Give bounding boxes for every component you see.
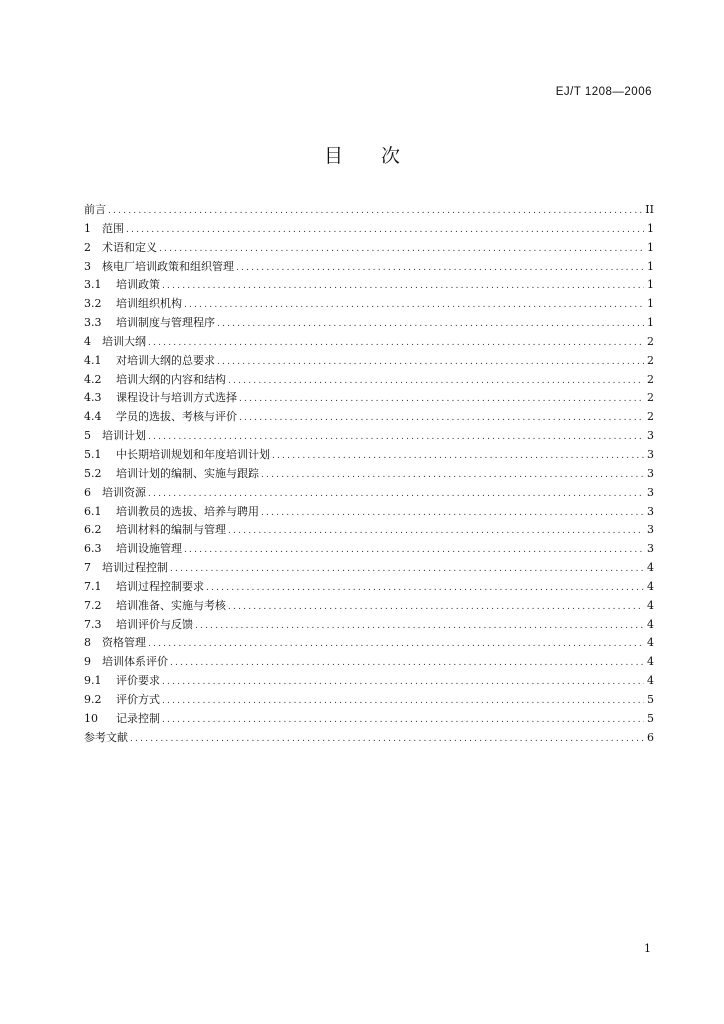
dot-leader [170, 654, 644, 673]
toc-entry[interactable] [84, 220, 654, 239]
toc-entry-number: 3.2 [84, 297, 102, 311]
toc-entry-label: 课程设计与培训方式选择 [116, 391, 237, 405]
dot-leader [184, 296, 644, 315]
toc-entry-number: 9 [84, 655, 91, 669]
toc-entry-label: 培训大纲的内容和结构 [116, 372, 226, 386]
dot-leader [239, 390, 644, 409]
dot-leader [162, 277, 644, 296]
toc-entry-page: 1 [647, 259, 654, 273]
toc-entry-number: 1 [84, 221, 91, 235]
toc-entry[interactable] [84, 465, 654, 484]
toc-entry-label: 培训准备、实施与考核 [116, 598, 226, 612]
toc-entry[interactable] [84, 597, 654, 616]
toc-entry-label: 培训大纲 [102, 334, 146, 348]
toc-entry[interactable] [84, 729, 654, 748]
toc-entry-page: 3 [647, 429, 654, 443]
toc-entry[interactable] [84, 258, 654, 277]
toc-entry-label: 培训组织机构 [116, 297, 182, 311]
toc-entry-number: 10 [84, 711, 98, 725]
page-number: 1 [644, 942, 651, 955]
dot-leader [217, 315, 644, 334]
toc-entry-page: 2 [647, 391, 654, 405]
toc-entry-label: 培训教员的选拔、培养与聘用 [116, 504, 259, 518]
toc-entry-label: 培训设施管理 [116, 542, 182, 556]
toc-entry-page: 4 [647, 636, 654, 650]
toc-entry-number: 5.1 [84, 447, 102, 461]
toc-entry-page: 1 [647, 278, 654, 292]
toc-entry-page: 1 [647, 221, 654, 235]
toc-entry-label: 培训政策 [116, 278, 160, 292]
toc-entry-number: 5.2 [84, 466, 102, 480]
dot-leader [170, 560, 644, 579]
dot-leader [162, 692, 644, 711]
dot-leader [272, 447, 644, 466]
toc-entry-number: 3.3 [84, 316, 102, 330]
toc-entry-label: 对培训大纲的总要求 [116, 353, 215, 367]
toc-entry[interactable] [84, 408, 654, 427]
toc-entry-number: 7.1 [84, 579, 102, 593]
toc-entry-page: 6 [647, 730, 654, 744]
toc-entry-number: 6.2 [84, 523, 102, 537]
toc-entry-label: 培训制度与管理程序 [116, 316, 215, 330]
toc-entry-page: 3 [647, 523, 654, 537]
dot-leader [126, 221, 644, 240]
toc-entry[interactable] [84, 616, 654, 635]
standard-code: EJ/T 1208—2006 [555, 86, 652, 98]
dot-leader [261, 466, 644, 485]
toc-entry-page: 4 [647, 579, 654, 593]
toc-entry[interactable] [84, 578, 654, 597]
toc-entry-number: 5 [84, 429, 91, 443]
toc-entry-label: 培训材料的编制与管理 [116, 523, 226, 537]
toc-entry[interactable] [84, 427, 654, 446]
dot-leader [130, 730, 644, 749]
toc-entry-label: 培训计划 [102, 429, 146, 443]
toc-entry[interactable] [84, 352, 654, 371]
toc-entry-page: 2 [647, 410, 654, 424]
toc-entry-page: 3 [647, 504, 654, 518]
toc-entry-label: 培训过程控制要求 [116, 579, 204, 593]
toc-entry-label: 培训资源 [102, 485, 146, 499]
toc-entry-label: 记录控制 [116, 711, 160, 725]
toc-entry-page: 4 [647, 674, 654, 688]
toc-entry-label: 术语和定义 [102, 240, 157, 254]
toc-entry-number: 6.1 [84, 504, 102, 518]
dot-leader [162, 711, 644, 730]
toc-entry[interactable] [84, 710, 654, 729]
toc-entry-label: 中长期培训规划和年度培训计划 [116, 447, 270, 461]
dot-leader [162, 673, 644, 692]
toc-entry-label: 学员的选拔、考核与评价 [116, 410, 237, 424]
toc-entry[interactable] [84, 314, 654, 333]
toc-entry-number: 3 [84, 259, 91, 273]
toc-entry[interactable] [84, 540, 654, 559]
toc-entry[interactable] [84, 239, 654, 258]
dot-leader [217, 353, 644, 372]
toc-entry[interactable] [84, 333, 654, 352]
toc-entry-page: 3 [647, 466, 654, 480]
toc-entry-number: 7.3 [84, 617, 102, 631]
dot-leader [148, 635, 644, 654]
toc-entry-number: 9.1 [84, 674, 102, 688]
toc-entry-page: 1 [647, 316, 654, 330]
toc-entry-page: 3 [647, 485, 654, 499]
toc-entry-page: 4 [647, 655, 654, 669]
toc-entry-page: 4 [647, 617, 654, 631]
dot-leader [108, 202, 643, 221]
toc-entry-label: 培训评价与反馈 [116, 617, 193, 631]
toc-entry-number: 6.3 [84, 542, 102, 556]
toc-entry-number: 3.1 [84, 278, 102, 292]
toc-entry[interactable] [84, 295, 654, 314]
toc-entry-number: 7.2 [84, 598, 102, 612]
toc-entry[interactable] [84, 691, 654, 710]
toc-entry[interactable] [84, 371, 654, 390]
toc-entry[interactable] [84, 653, 654, 672]
dot-leader [261, 504, 644, 523]
toc-entry-label: 培训过程控制 [102, 561, 168, 575]
toc-entry-page: 2 [647, 372, 654, 386]
toc-entry-label: 范围 [102, 221, 124, 235]
dot-leader [148, 428, 644, 447]
dot-leader [206, 579, 644, 598]
toc-entry-page: 4 [647, 561, 654, 575]
dot-leader [228, 522, 644, 541]
toc-entry[interactable] [84, 389, 654, 408]
toc-entry-page: 5 [647, 711, 654, 725]
toc-entry-label: 评价方式 [116, 692, 160, 706]
toc-entry-number: 4 [84, 334, 91, 348]
dot-leader [195, 617, 644, 636]
dot-leader [228, 598, 644, 617]
toc-entry-label: 培训计划的编制、实施与跟踪 [116, 466, 259, 480]
dot-leader [184, 541, 644, 560]
toc-entry-page: 2 [647, 353, 654, 367]
toc-entry-page: 3 [647, 542, 654, 556]
dot-leader [159, 240, 644, 259]
page-title: 目 次 [323, 145, 417, 167]
toc-entry-label: 参考文献 [84, 730, 128, 744]
toc-entry-page: 5 [647, 692, 654, 706]
toc-entry-page: 3 [647, 447, 654, 461]
toc-entry[interactable] [84, 276, 654, 295]
dot-leader [228, 372, 644, 391]
toc-entry[interactable] [84, 634, 654, 653]
toc-entry-number: 7 [84, 561, 91, 575]
toc-entry-label: 前言 [84, 203, 106, 216]
toc-entry-number: 4.2 [84, 372, 102, 386]
toc-entry-label: 培训体系评价 [102, 655, 168, 669]
toc-entry[interactable] [84, 201, 654, 220]
toc-entry-number: 4.1 [84, 353, 102, 367]
toc-entry-number: 8 [84, 636, 91, 650]
toc-entry-page: 1 [647, 297, 654, 311]
toc-entry-label: 资格管理 [102, 636, 146, 650]
toc-entry-page: 2 [647, 334, 654, 348]
toc-entry-page: 4 [647, 598, 654, 612]
toc-entry-label: 核电厂培训政策和组织管理 [102, 259, 234, 273]
dot-leader [148, 334, 644, 353]
toc-entry-number: 4.3 [84, 391, 102, 405]
toc-entry[interactable] [84, 446, 654, 465]
toc-entry[interactable] [84, 484, 654, 503]
toc-entry[interactable] [84, 559, 654, 578]
toc-entry[interactable] [84, 503, 654, 522]
toc-entry-label: 评价要求 [116, 674, 160, 688]
toc-entry-number: 4.4 [84, 410, 102, 424]
toc-entry[interactable] [84, 521, 654, 540]
toc-entry-number: 6 [84, 485, 91, 499]
toc-entry-page: II [645, 203, 654, 216]
dot-leader [148, 485, 644, 504]
dot-leader [236, 259, 644, 278]
toc-entry-number: 2 [84, 240, 91, 254]
dot-leader [239, 409, 644, 428]
toc-entry-page: 1 [647, 240, 654, 254]
toc-entry-number: 9.2 [84, 692, 102, 706]
table-of-contents [84, 201, 654, 747]
toc-entry[interactable] [84, 672, 654, 691]
